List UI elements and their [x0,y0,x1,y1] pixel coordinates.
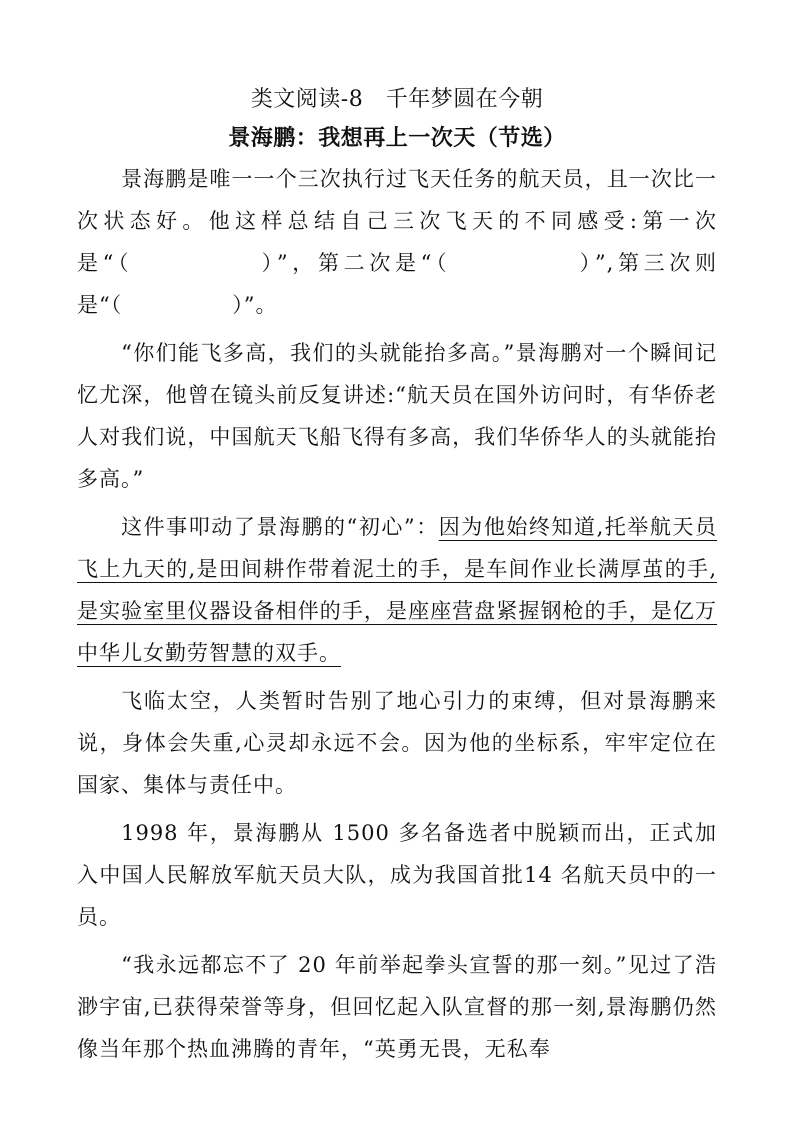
paragraph-4: 飞临太空，人类暂时告别了地心引力的束缚，但对景海鹏来说，身体会失重,心灵却永远不会。因为他的坐标系，牢牢定位在国家、集体与责任中。 [77,689,717,797]
document-title: 类文阅读-8 千年梦圆在今朝 [250,87,544,112]
paragraph-1: 景海鹏是唯一一个三次执行过飞天任务的航天员，且一次比一次状态好。他这样总结自己三次飞天的不同感受:第一次是“（ ）”，第二次是“（ ）”,第三次则是“（ ）”。 [77,167,717,317]
underlined-passage: 因为他始终知道,托举航天员飞上九天的,是田间耕作带着泥土的手，是车间作业长满厚茧的手,是实验室里仪器设备相伴的手，是座座营盘紧握钢枪的手，是亿万中华儿女勤劳智慧的双手。 [77,515,717,665]
document-page [77,84,717,1070]
article-subtitle: 景海鹏：我想再上一次天（节选） [228,125,566,151]
paragraph-2: “你们能飞多高，我们的头就能抬多高。”景海鹏对一个瞬间记忆尤深，他曾在镜头前反复讲述:“航天员在国外访问时，有华侨老人对我们说，中国航天飞船飞得有多高，我们华侨华人的头就能抬多高。” [77,341,717,491]
paragraph-3-prefix: 这件事叩动了景海鹏的“初心”： [121,515,439,539]
paragraph-5: 1998 年，景海鹏从 1500 多名备选者中脱颖而出，正式加入中国人民解放军航天员大队，成为我国首批14 名航天员中的一员。 [77,821,717,929]
paragraph-3 [77,506,717,674]
paragraph-6: “我永远都忘不了 20 年前举起拳头宣誓的那一刻。”见过了浩渺宇宙,已获得荣誉等身，但回忆起入队宣督的那一刻,景海鹏仍然像当年那个热血沸腾的青年，“英勇无畏，无私奉 [77,953,717,1061]
